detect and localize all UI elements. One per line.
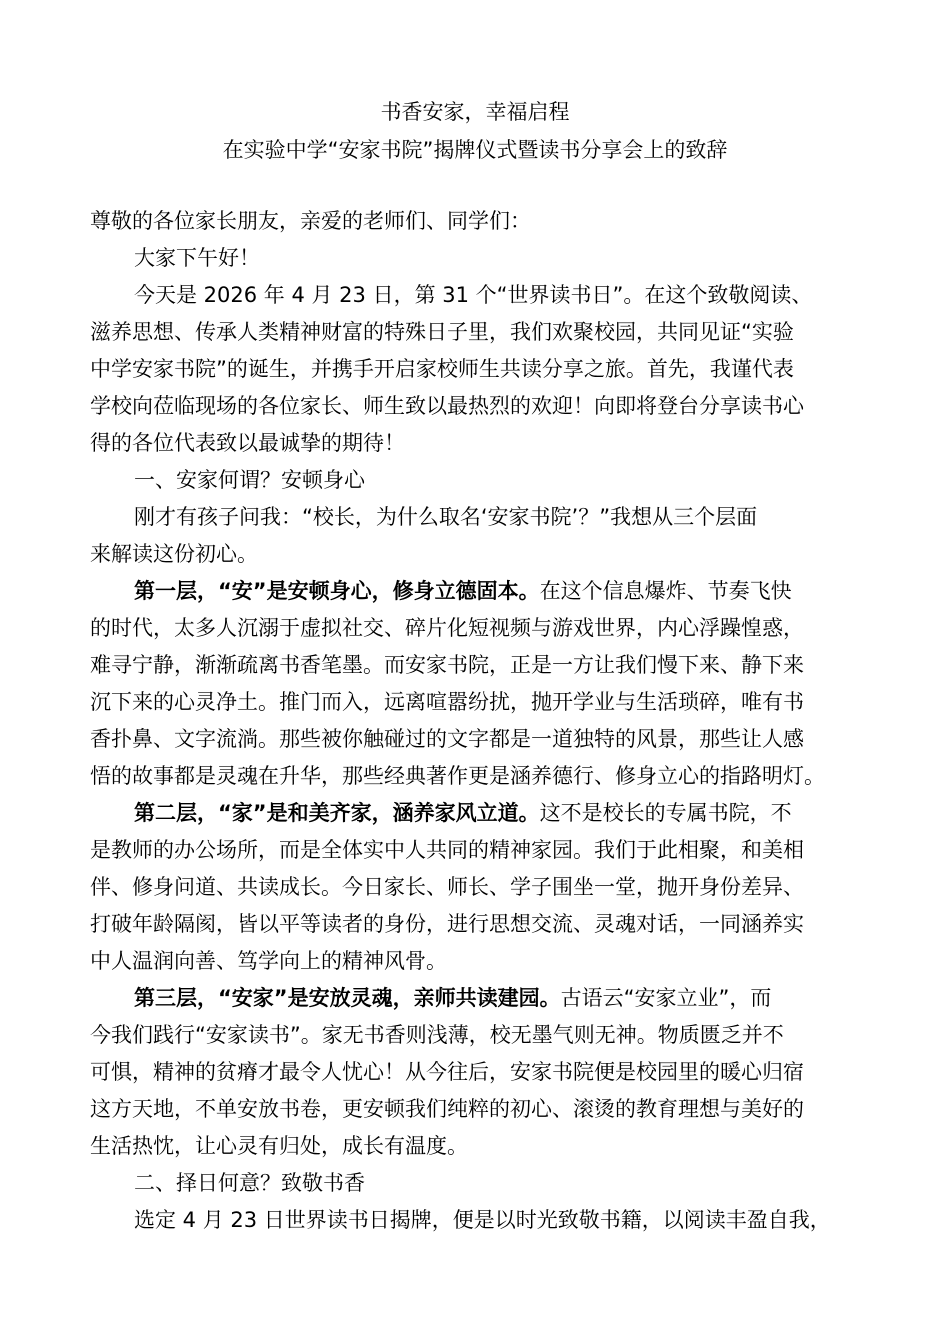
paragraph-line: [90, 906, 860, 943]
line-text: 刚才有孩子问我：“校长，为什么取名‘安家书院’？”我想从三个层面: [134, 505, 758, 529]
bold-lead-text: 第一层，“安”是安顿身心，修身立德固本。: [134, 579, 540, 603]
line-text: 是教师的办公场所，而是全体实中人共同的精神家园。我们于此相聚，和美相: [90, 838, 804, 862]
paragraph-line: [90, 869, 860, 906]
paragraph-line: [90, 1054, 860, 1091]
paragraph-line: [90, 314, 860, 351]
paragraph-line: [90, 943, 860, 980]
document-title: 书香安家，幸福启程: [380, 100, 570, 124]
line-text: 学校向莅临现场的各位家长、师生致以最热烈的欢迎！向即将登台分享读书心: [90, 394, 804, 418]
document-body: [90, 203, 860, 1239]
line-text: 香扑鼻、文字流淌。那些被你触碰过的文字都是一道独特的风景，那些让人感: [90, 727, 804, 751]
paragraph-line: [90, 388, 860, 425]
paragraph-line: [90, 832, 860, 869]
paragraph-line: [90, 1128, 860, 1165]
line-text: 选定 4 月 23 日世界读书日揭牌，便是以时光致敬书籍，以阅读丰盈自我，: [134, 1208, 831, 1232]
paragraph-line: [90, 536, 860, 573]
line-text: 古语云“安家立业”，而: [560, 986, 772, 1010]
paragraph-line: [90, 425, 860, 462]
paragraph-line: [90, 573, 860, 610]
line-text: 今天是 2026 年 4 月 23 日，第 31 个“世界读书日”。在这个致敬阅读、: [134, 283, 813, 307]
line-text: 这方天地，不单安放书卷，更安顿我们纯粹的初心、滚烫的教育理想与美好的: [90, 1097, 804, 1121]
paragraph-line: [90, 1017, 860, 1054]
line-text: 打破年龄隔阂，皆以平等读者的身份，进行思想交流、灵魂对话，一同涵养实: [90, 912, 804, 936]
bold-lead-text: 第三层，“安家”是安放灵魂，亲师共读建园。: [134, 986, 561, 1010]
paragraph-line: [90, 240, 860, 277]
paragraph-line: [90, 795, 860, 832]
line-text: 大家下午好！: [134, 246, 260, 270]
paragraph-line: [90, 980, 860, 1017]
paragraph-line: [90, 203, 860, 240]
line-text: 难寻宁静，渐渐疏离书香笔墨。而安家书院，正是一方让我们慢下来、静下来: [90, 653, 804, 677]
line-text: 这不是校长的专属书院，不: [539, 801, 792, 825]
paragraph-line: [90, 277, 860, 314]
paragraph-line: [90, 610, 860, 647]
paragraph-line: [90, 684, 860, 721]
line-text: 在这个信息爆炸、节奏飞快: [539, 579, 792, 603]
line-text: 生活热忱，让心灵有归处，成长有温度。: [90, 1134, 468, 1158]
paragraph-line: [90, 647, 860, 684]
line-text: 二、择日何意？致敬书香: [134, 1171, 365, 1195]
line-text: 尊敬的各位家长朋友，亲爱的老师们、同学们：: [90, 209, 531, 233]
line-text: 的时代，太多人沉溺于虚拟社交、碎片化短视频与游戏世界，内心浮躁惶惑，: [90, 616, 804, 640]
paragraph-line: [90, 1202, 860, 1239]
line-text: 中学安家书院”的诞生，并携手开启家校师生共读分享之旅。首先，我谨代表: [90, 357, 794, 381]
paragraph-line: [90, 462, 860, 499]
paragraph-line: [90, 1091, 860, 1128]
bold-lead-text: 第二层，“家”是和美齐家，涵养家风立道。: [134, 801, 540, 825]
line-text: 得的各位代表致以最诚挚的期待！: [90, 431, 405, 455]
line-text: 悟的故事都是灵魂在升华，那些经典著作更是涵养德行、修身立心的指路明灯。: [90, 764, 825, 788]
paragraph-line: [90, 351, 860, 388]
line-text: 滋养思想、传承人类精神财富的特殊日子里，我们欢聚校园，共同见证“实验: [90, 320, 794, 344]
line-text: 一、安家何谓？安顿身心: [134, 468, 365, 492]
paragraph-line: [90, 1165, 860, 1202]
paragraph-line: [90, 721, 860, 758]
line-text: 今我们践行“安家读书”。家无书香则浅薄，校无墨气则无神。物质匮乏并不: [90, 1023, 784, 1047]
paragraph-line: [90, 758, 860, 795]
line-text: 伴、修身问道、共读成长。今日家长、师长、学子围坐一堂，抛开身份差异、: [90, 875, 804, 899]
line-text: 中人温润向善、笃学向上的精神风骨。: [90, 949, 447, 973]
line-text: 可惧，精神的贫瘠才最令人忧心！从今往后，安家书院便是校园里的暖心归宿: [90, 1060, 804, 1084]
line-text: 来解读这份初心。: [90, 542, 258, 566]
paragraph-line: [90, 499, 860, 536]
line-text: 沉下来的心灵净土。推门而入，远离喧嚣纷扰，抛开学业与生活琐碎，唯有书: [90, 690, 804, 714]
document-subtitle: 在实验中学“安家书院”揭牌仪式暨读书分享会上的致辞: [222, 138, 728, 162]
